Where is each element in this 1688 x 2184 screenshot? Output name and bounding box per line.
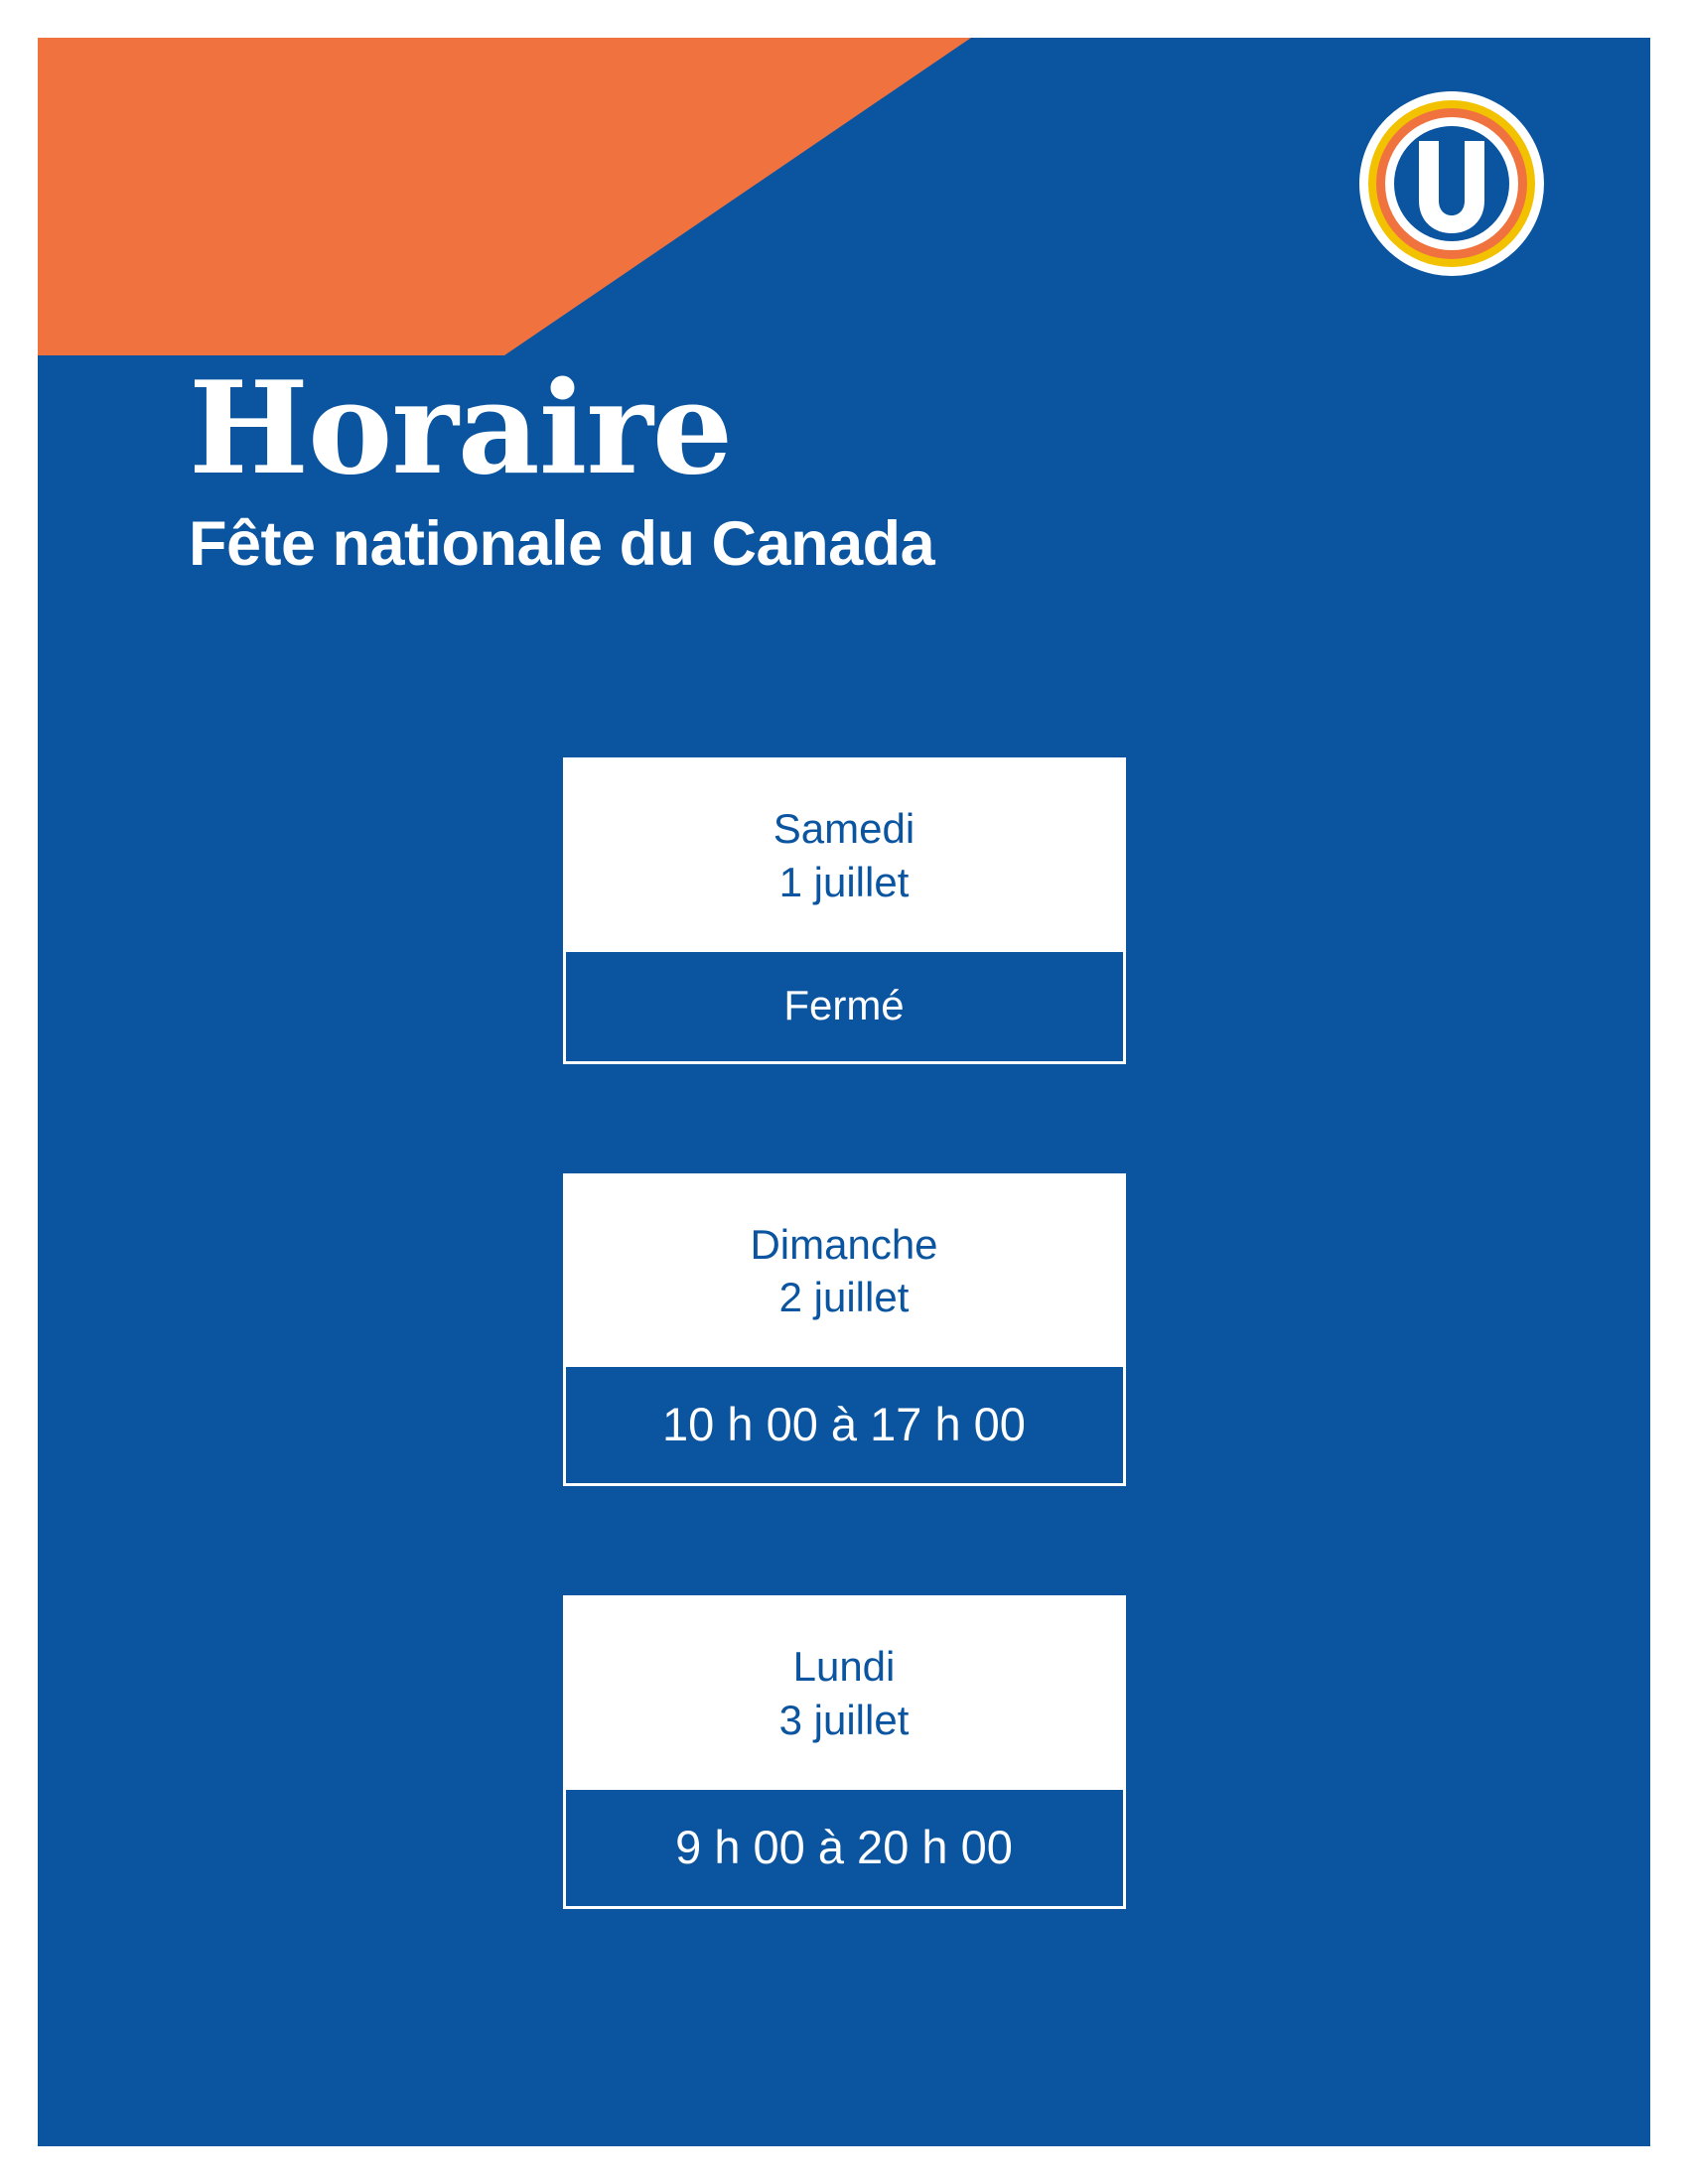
schedule-card-day <box>566 1598 1123 1787</box>
schedule-card-hours: 9 h 00 à 20 h 00 <box>566 1787 1123 1906</box>
schedule-day-name: Samedi <box>773 805 915 852</box>
poster-canvas <box>38 38 1650 2146</box>
schedule-list <box>38 757 1650 1909</box>
title-block <box>189 354 1380 579</box>
schedule-day-date: 3 juillet <box>778 1696 910 1743</box>
schedule-card <box>563 1173 1126 1487</box>
schedule-day-name: Dimanche <box>750 1220 938 1268</box>
page-subtitle: Fête nationale du Canada <box>189 509 935 579</box>
schedule-day-date: 1 juillet <box>778 858 910 905</box>
schedule-card <box>563 757 1126 1064</box>
schedule-card-day <box>566 760 1123 949</box>
schedule-day-name: Lundi <box>792 1643 896 1690</box>
schedule-card-hours: 10 h 00 à 17 h 00 <box>566 1364 1123 1483</box>
schedule-card-hours: Fermé <box>566 949 1123 1061</box>
orange-corner-decoration <box>38 38 971 355</box>
page-title: Horaire <box>189 354 733 503</box>
schedule-day-date: 2 juillet <box>778 1274 910 1321</box>
schedule-card-day <box>566 1176 1123 1365</box>
university-logo-icon <box>1357 89 1546 278</box>
schedule-card <box>563 1595 1126 1909</box>
